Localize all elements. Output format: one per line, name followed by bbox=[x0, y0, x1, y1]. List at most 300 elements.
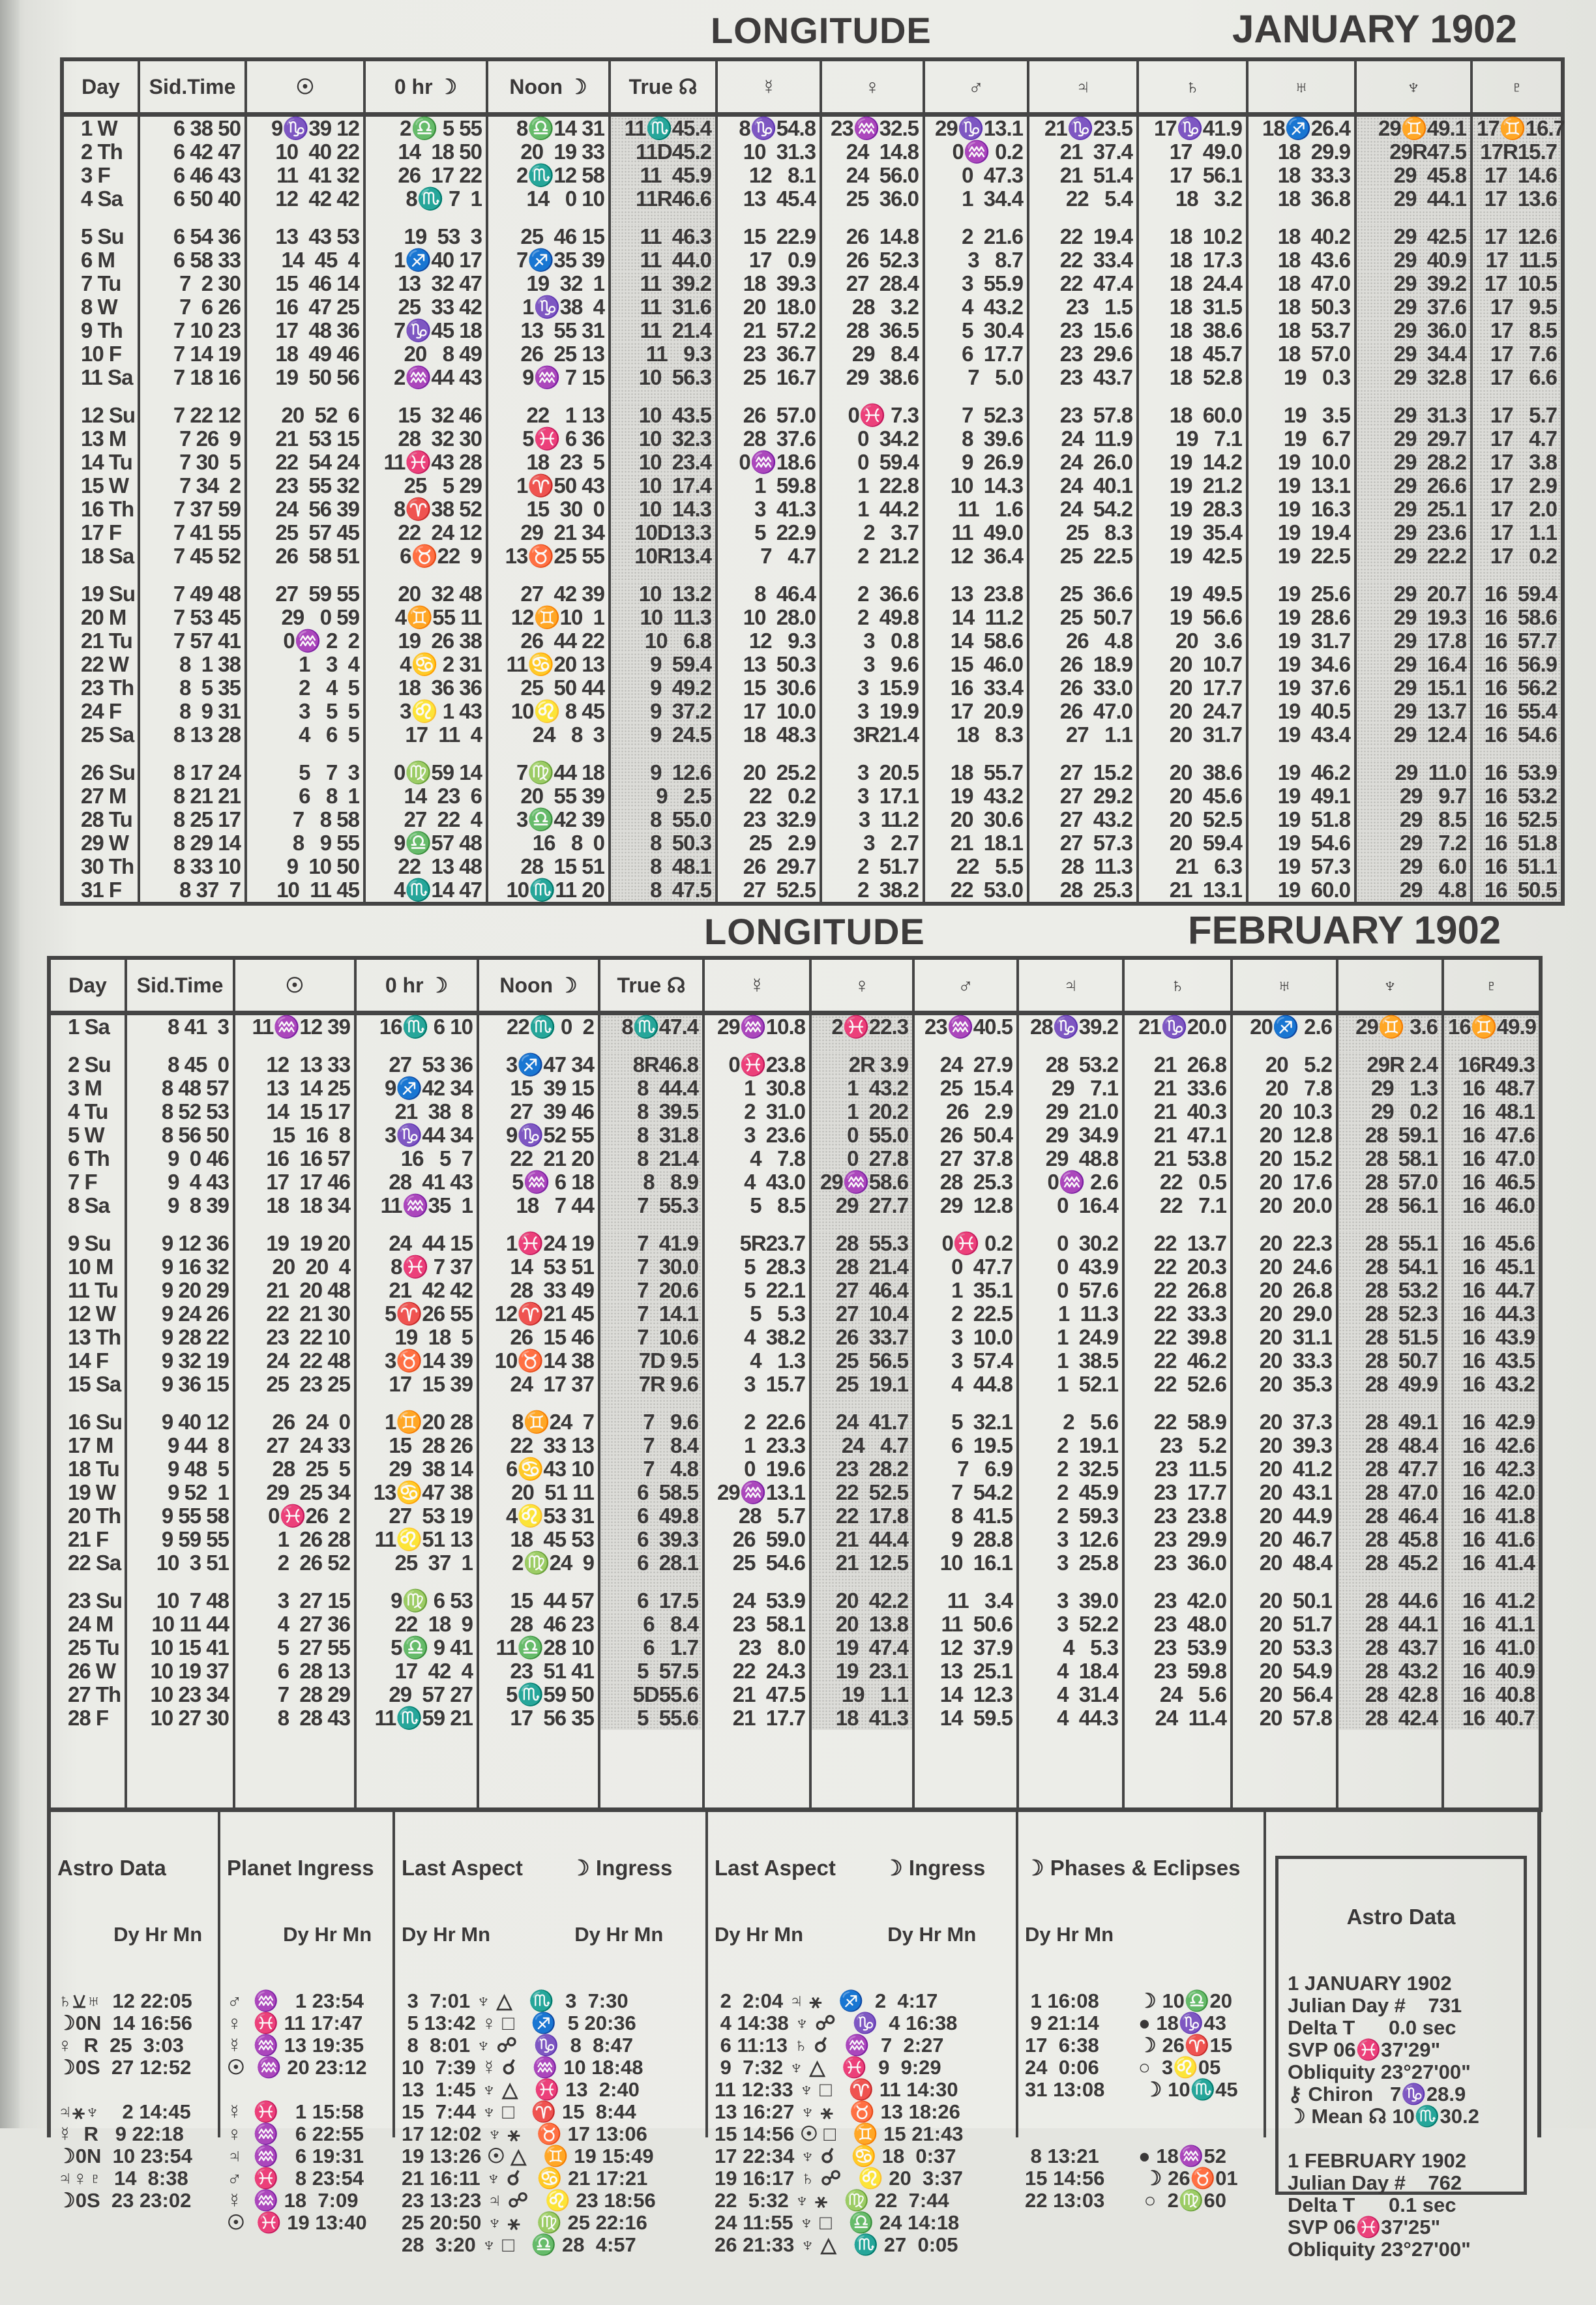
value-cell: 16 56.9 bbox=[1471, 653, 1563, 676]
table-row bbox=[62, 582, 1563, 606]
value-cell: 19 19 20 bbox=[234, 1232, 355, 1255]
value-cell: 21 17.7 bbox=[703, 1706, 810, 1730]
data-line: ♂ ♒ 1 23:54 bbox=[227, 1989, 364, 2012]
value-cell: 3 23.6 bbox=[703, 1123, 810, 1147]
data-line: ☽0N 10 23:54 bbox=[57, 2145, 193, 2167]
value-cell: 8♑54.8 bbox=[717, 115, 821, 141]
separator-cell bbox=[234, 1575, 355, 1589]
value-cell: 3 2.7 bbox=[821, 831, 924, 855]
table-row bbox=[49, 1053, 1541, 1077]
value-cell: 24 8 3 bbox=[487, 723, 610, 747]
separator-cell bbox=[139, 747, 246, 761]
table-row bbox=[62, 140, 1563, 164]
data-line: ☿ R 9 22:18 bbox=[57, 2122, 184, 2145]
value-cell: 12 9.3 bbox=[717, 629, 821, 653]
value-cell: 9 24 26 bbox=[126, 1302, 234, 1326]
table-row bbox=[49, 1481, 1541, 1504]
data-line: Obliquity 23°27'00" bbox=[1288, 2238, 1471, 2261]
value-cell: 28♑39.2 bbox=[1018, 1013, 1123, 1039]
value-cell: 29 38.6 bbox=[821, 366, 924, 389]
value-cell: 29 8.5 bbox=[1355, 808, 1471, 831]
value-cell: 6♉22 9 bbox=[364, 544, 487, 568]
value-cell: 1 24.9 bbox=[1018, 1326, 1123, 1349]
astro-data-summary bbox=[1266, 1811, 1527, 2261]
value-cell: 9 10 50 bbox=[246, 855, 364, 878]
value-cell: 20 10.3 bbox=[1232, 1100, 1337, 1123]
column-header: ♇ bbox=[1443, 958, 1541, 1013]
value-cell: 3 25.8 bbox=[1018, 1551, 1123, 1575]
value-cell: 21 37.4 bbox=[1028, 140, 1138, 164]
value-cell: 1♓24 19 bbox=[478, 1232, 599, 1255]
value-cell: 7 26 9 bbox=[139, 427, 246, 451]
day-cell: 2 Th bbox=[62, 140, 139, 164]
value-cell: 22 19.4 bbox=[1028, 225, 1138, 248]
value-cell: 29 8.4 bbox=[821, 342, 924, 366]
value-cell: 8 50.3 bbox=[610, 831, 717, 855]
data-line: ☉ ♓ 19 13:40 bbox=[227, 2211, 367, 2234]
value-cell: 24 22 48 bbox=[234, 1349, 355, 1373]
value-cell: 20 52.5 bbox=[1138, 808, 1247, 831]
value-cell: 23 29.6 bbox=[1028, 342, 1138, 366]
table-row bbox=[62, 676, 1563, 700]
astro-summary-heading: Astro Data bbox=[1346, 1905, 1456, 1929]
value-cell: 3 55.9 bbox=[924, 272, 1028, 295]
value-cell: 28 47.0 bbox=[1337, 1481, 1443, 1504]
value-cell: 16 42.3 bbox=[1443, 1457, 1541, 1481]
table-row bbox=[62, 474, 1563, 498]
value-cell: 7 10.6 bbox=[599, 1326, 703, 1349]
value-cell: 11 45.9 bbox=[610, 164, 717, 187]
data-line: 13 1:45 ♆ △ ♓ 13 2:40 bbox=[402, 2078, 640, 2101]
value-cell: 12 13 33 bbox=[234, 1053, 355, 1077]
value-cell: 16 16 57 bbox=[234, 1147, 355, 1170]
value-cell: 29 17.8 bbox=[1355, 629, 1471, 653]
value-cell: 21 12.5 bbox=[810, 1551, 913, 1575]
separator-cell bbox=[610, 568, 717, 582]
value-cell: 22 21 30 bbox=[234, 1302, 355, 1326]
value-cell: 16 46.5 bbox=[1443, 1170, 1541, 1194]
separator-cell bbox=[1247, 211, 1355, 225]
data-line: 28 3:20 ♆ □ ♎ 28 4:57 bbox=[402, 2233, 636, 2256]
data-line: 4 14:38 ♆ ☍ ♑ 4 16:38 bbox=[715, 2012, 958, 2034]
value-cell: 22 18 9 bbox=[355, 1613, 478, 1636]
value-cell: 18 60.0 bbox=[1138, 404, 1247, 427]
separator-cell bbox=[1443, 1575, 1541, 1589]
separator-cell bbox=[1123, 1575, 1232, 1589]
value-cell: 9 12 36 bbox=[126, 1232, 234, 1255]
value-cell: 21 44.4 bbox=[810, 1528, 913, 1551]
value-cell: 9 0 46 bbox=[126, 1147, 234, 1170]
value-cell: 10 7 48 bbox=[126, 1589, 234, 1613]
value-cell: 7 2 30 bbox=[139, 272, 246, 295]
value-cell: 10 16.1 bbox=[913, 1551, 1018, 1575]
empty-cell bbox=[913, 1730, 1018, 1810]
value-cell: 12 42 42 bbox=[246, 187, 364, 211]
value-cell: 29 21.0 bbox=[1018, 1100, 1123, 1123]
separator-cell bbox=[703, 1039, 810, 1053]
value-cell: 20 17.7 bbox=[1138, 676, 1247, 700]
value-cell: 20 15.2 bbox=[1232, 1147, 1337, 1170]
column-header: ♅ bbox=[1232, 958, 1337, 1013]
value-cell: 20 50.1 bbox=[1232, 1589, 1337, 1613]
data-line: Delta T 0.1 sec bbox=[1288, 2193, 1456, 2216]
separator-cell bbox=[924, 568, 1028, 582]
data-line: Obliquity 23°27'00" bbox=[1288, 2060, 1471, 2083]
table-row bbox=[49, 1326, 1541, 1349]
january-rows bbox=[62, 115, 1563, 904]
data-line: 2 2:04 ♃ ⚹ ♐ 2 4:17 bbox=[715, 1989, 938, 2012]
value-cell: 8♏ 7 1 bbox=[364, 187, 487, 211]
value-cell: 1 35.1 bbox=[913, 1279, 1018, 1302]
table-row bbox=[49, 1147, 1541, 1170]
data-line bbox=[57, 2079, 211, 2101]
data-line: ♃♀♇ 14 8:38 bbox=[57, 2167, 188, 2190]
value-cell: 27 29.2 bbox=[1028, 784, 1138, 808]
value-cell: 3 9.6 bbox=[821, 653, 924, 676]
value-cell: 18 23 5 bbox=[487, 451, 610, 474]
value-cell: 2♏12 58 bbox=[487, 164, 610, 187]
value-cell: 23 36.7 bbox=[717, 342, 821, 366]
data-line: 19 16:17 ♄ ☍ ♌ 20 3:37 bbox=[715, 2167, 964, 2190]
value-cell: 20 48.4 bbox=[1232, 1551, 1337, 1575]
table-row bbox=[62, 427, 1563, 451]
value-cell: 21 6.3 bbox=[1138, 855, 1247, 878]
value-cell: 17 0.2 bbox=[1471, 544, 1563, 568]
value-cell: 23♒40.5 bbox=[913, 1013, 1018, 1039]
column-header: ♅ bbox=[1247, 59, 1355, 115]
value-cell: 8 28 43 bbox=[234, 1706, 355, 1730]
separator-cell bbox=[821, 568, 924, 582]
value-cell: 29 21 34 bbox=[487, 521, 610, 544]
data-line: ♂ ♓ 8 23:54 bbox=[227, 2167, 364, 2190]
value-cell: 24 41.7 bbox=[810, 1410, 913, 1434]
empty-cell bbox=[1232, 1730, 1337, 1810]
value-cell: 3 19.9 bbox=[821, 700, 924, 723]
value-cell: 1♐40 17 bbox=[364, 248, 487, 272]
value-cell: 7R 9.6 bbox=[599, 1373, 703, 1396]
day-cell: 24 F bbox=[62, 700, 139, 723]
value-cell: 8 37 7 bbox=[139, 878, 246, 904]
value-cell: 20 24.6 bbox=[1232, 1255, 1337, 1279]
day-cell: 27 M bbox=[62, 784, 139, 808]
value-cell: 29 28.2 bbox=[1355, 451, 1471, 474]
value-cell: 29 39.2 bbox=[1355, 272, 1471, 295]
value-cell: 22 24.3 bbox=[703, 1659, 810, 1683]
value-cell: 2 21.2 bbox=[821, 544, 924, 568]
value-cell: 10 11 44 bbox=[126, 1613, 234, 1636]
value-cell: 20 33.3 bbox=[1232, 1349, 1337, 1373]
value-cell: 16 59.4 bbox=[1471, 582, 1563, 606]
column-header: ☿ bbox=[717, 59, 821, 115]
separator-cell bbox=[913, 1217, 1018, 1232]
value-cell: 6 58.5 bbox=[599, 1481, 703, 1504]
value-cell: 29 22.2 bbox=[1355, 544, 1471, 568]
value-cell: 18 48.3 bbox=[717, 723, 821, 747]
value-cell: 11♋20 13 bbox=[487, 653, 610, 676]
empty-cell bbox=[1018, 1730, 1123, 1810]
week-separator bbox=[62, 389, 1563, 404]
value-cell: 11 39.2 bbox=[610, 272, 717, 295]
value-cell: 22 0.5 bbox=[1123, 1170, 1232, 1194]
value-cell: 8 55.0 bbox=[610, 808, 717, 831]
value-cell: 18 18 34 bbox=[234, 1194, 355, 1217]
value-cell: 26 17 22 bbox=[364, 164, 487, 187]
value-cell: 17 3.8 bbox=[1471, 451, 1563, 474]
value-cell: 21 57.2 bbox=[717, 319, 821, 342]
value-cell: 15 22.9 bbox=[717, 225, 821, 248]
data-line: 22 13:03 ○ 2♍60 bbox=[1025, 2189, 1226, 2212]
value-cell: 29 16.4 bbox=[1355, 653, 1471, 676]
data-line: ♀ R 25 3:03 bbox=[57, 2034, 184, 2057]
value-cell: 17♊16.7 bbox=[1471, 115, 1563, 141]
value-cell: 29R47.5 bbox=[1355, 140, 1471, 164]
column-header: Noon ☽ bbox=[478, 958, 599, 1013]
value-cell: 7 37 59 bbox=[139, 498, 246, 521]
value-cell: 17 48 36 bbox=[246, 319, 364, 342]
table-row bbox=[62, 295, 1563, 319]
empty-cell bbox=[126, 1730, 234, 1810]
value-cell: 8 25 17 bbox=[139, 808, 246, 831]
phases-lines bbox=[1025, 1990, 1257, 2212]
day-cell: 8 W bbox=[62, 295, 139, 319]
value-cell: 12 36.4 bbox=[924, 544, 1028, 568]
value-cell: 29♒58.6 bbox=[810, 1170, 913, 1194]
value-cell: 25 19.1 bbox=[810, 1373, 913, 1396]
value-cell: 28 58.1 bbox=[1337, 1147, 1443, 1170]
table-row bbox=[62, 784, 1563, 808]
day-cell: 1 Sa bbox=[49, 1013, 126, 1039]
value-cell: 1 52.1 bbox=[1018, 1373, 1123, 1396]
separator-cell bbox=[364, 568, 487, 582]
value-cell: 29 12.4 bbox=[1355, 723, 1471, 747]
separator-cell bbox=[1018, 1575, 1123, 1589]
value-cell: 19 21.2 bbox=[1138, 474, 1247, 498]
value-cell: 7 30.0 bbox=[599, 1255, 703, 1279]
value-cell: 18 45.7 bbox=[1138, 342, 1247, 366]
value-cell: 16♊49.9 bbox=[1443, 1013, 1541, 1039]
value-cell: 15 32 46 bbox=[364, 404, 487, 427]
value-cell: 16 48.1 bbox=[1443, 1100, 1541, 1123]
value-cell: 25 36.6 bbox=[1028, 582, 1138, 606]
value-cell: 17 13.6 bbox=[1471, 187, 1563, 211]
value-cell: 29 44.1 bbox=[1355, 187, 1471, 211]
value-cell: 20 26.8 bbox=[1232, 1279, 1337, 1302]
table-row bbox=[62, 115, 1563, 141]
value-cell: 19 28.3 bbox=[1138, 498, 1247, 521]
value-cell: 16 52.5 bbox=[1471, 808, 1563, 831]
value-cell: 6 38 50 bbox=[139, 115, 246, 141]
separator-cell bbox=[913, 1396, 1018, 1410]
value-cell: 6 49.8 bbox=[599, 1504, 703, 1528]
value-cell: 17 4.7 bbox=[1471, 427, 1563, 451]
value-cell: 7 10 23 bbox=[139, 319, 246, 342]
value-cell: 3 20.5 bbox=[821, 761, 924, 784]
value-cell: 26 25 13 bbox=[487, 342, 610, 366]
separator-cell bbox=[355, 1575, 478, 1589]
value-cell: 4 44.8 bbox=[913, 1373, 1018, 1396]
value-cell: 17 2.0 bbox=[1471, 498, 1563, 521]
separator-cell bbox=[1337, 1396, 1443, 1410]
value-cell: 17R15.7 bbox=[1471, 140, 1563, 164]
value-cell: 1 43.2 bbox=[810, 1077, 913, 1100]
value-cell: 29 42.5 bbox=[1355, 225, 1471, 248]
column-header: 0 hr ☽ bbox=[355, 958, 478, 1013]
data-line: 1 16:08 ☽ 10♎20 bbox=[1025, 1989, 1233, 2012]
data-line: Julian Day # 762 bbox=[1288, 2171, 1462, 2194]
value-cell: 29 1.3 bbox=[1337, 1077, 1443, 1100]
value-cell: 16 42.0 bbox=[1443, 1481, 1541, 1504]
separator-cell bbox=[1443, 1217, 1541, 1232]
value-cell: 8 52 53 bbox=[126, 1100, 234, 1123]
value-cell: 7 8.4 bbox=[599, 1434, 703, 1457]
value-cell: 16 43.9 bbox=[1443, 1326, 1541, 1349]
value-cell: 10♉14 38 bbox=[478, 1349, 599, 1373]
separator-cell bbox=[610, 389, 717, 404]
value-cell: 8 9 55 bbox=[246, 831, 364, 855]
value-cell: 17 17 46 bbox=[234, 1170, 355, 1194]
value-cell: 18 29.9 bbox=[1247, 140, 1355, 164]
day-cell: 7 F bbox=[49, 1170, 126, 1194]
day-cell: 26 Su bbox=[62, 761, 139, 784]
value-cell: 22 17.8 bbox=[810, 1504, 913, 1528]
value-cell: 23 1.5 bbox=[1028, 295, 1138, 319]
separator-cell bbox=[234, 1396, 355, 1410]
value-cell: 8 31.8 bbox=[599, 1123, 703, 1147]
value-cell: 22 20.3 bbox=[1123, 1255, 1232, 1279]
column-header: Sid.Time bbox=[139, 59, 246, 115]
value-cell: 9 28.8 bbox=[913, 1528, 1018, 1551]
value-cell: 29 45.8 bbox=[1355, 164, 1471, 187]
value-cell: 17 2.9 bbox=[1471, 474, 1563, 498]
value-cell: 2 31.0 bbox=[703, 1100, 810, 1123]
data-line: 10 7:39 ☿ ☌ ♒ 10 18:48 bbox=[402, 2056, 643, 2079]
value-cell: 8♏47.4 bbox=[599, 1013, 703, 1039]
table-row bbox=[62, 225, 1563, 248]
day-cell: 1 W bbox=[62, 115, 139, 141]
separator-cell bbox=[1247, 389, 1355, 404]
separator-cell bbox=[717, 747, 821, 761]
value-cell: 20 57.8 bbox=[1232, 1706, 1337, 1730]
value-cell: 2 59.3 bbox=[1018, 1504, 1123, 1528]
value-cell: 16 40.9 bbox=[1443, 1659, 1541, 1683]
value-cell: 23 23.8 bbox=[1123, 1504, 1232, 1528]
data-line: 11 12:33 ♆ □ ♈ 11 14:30 bbox=[715, 2078, 958, 2101]
separator-cell bbox=[717, 211, 821, 225]
value-cell: 28 46.4 bbox=[1337, 1504, 1443, 1528]
separator-cell bbox=[924, 747, 1028, 761]
table-row bbox=[62, 878, 1563, 904]
value-cell: 10 27 30 bbox=[126, 1706, 234, 1730]
column-header: ♂ bbox=[924, 59, 1028, 115]
table-row bbox=[49, 1373, 1541, 1396]
january-longitude-table bbox=[60, 57, 1565, 906]
data-line: 1 JANUARY 1902 bbox=[1288, 1972, 1452, 1995]
value-cell: 15 46.0 bbox=[924, 653, 1028, 676]
value-cell: 2♍24 9 bbox=[478, 1551, 599, 1575]
value-cell: 2 45.9 bbox=[1018, 1481, 1123, 1504]
separator-cell bbox=[924, 211, 1028, 225]
value-cell: 16 51.1 bbox=[1471, 855, 1563, 878]
value-cell: 12 37.9 bbox=[913, 1636, 1018, 1659]
value-cell: 20 8 49 bbox=[364, 342, 487, 366]
separator-cell bbox=[610, 211, 717, 225]
separator-cell bbox=[139, 389, 246, 404]
separator-cell bbox=[717, 389, 821, 404]
separator-cell bbox=[810, 1396, 913, 1410]
value-cell: 10 14.3 bbox=[610, 498, 717, 521]
value-cell: 10 31.3 bbox=[717, 140, 821, 164]
separator-cell bbox=[246, 211, 364, 225]
day-cell: 29 W bbox=[62, 831, 139, 855]
table-row bbox=[49, 1013, 1541, 1039]
value-cell: 4♊55 11 bbox=[364, 606, 487, 629]
table-row bbox=[49, 1255, 1541, 1279]
value-cell: 19 51.8 bbox=[1247, 808, 1355, 831]
day-cell: 17 M bbox=[49, 1434, 126, 1457]
data-line: Delta T 0.0 sec bbox=[1288, 2016, 1456, 2039]
value-cell: 16 40.8 bbox=[1443, 1683, 1541, 1706]
value-cell: 22 13 48 bbox=[364, 855, 487, 878]
separator-cell bbox=[355, 1039, 478, 1053]
value-cell: 3 0.8 bbox=[821, 629, 924, 653]
value-cell: 20 53.3 bbox=[1232, 1636, 1337, 1659]
value-cell: 2♓22.3 bbox=[810, 1013, 913, 1039]
value-cell: 24 40.1 bbox=[1028, 474, 1138, 498]
value-cell: 16 41.6 bbox=[1443, 1528, 1541, 1551]
value-cell: 0 16.4 bbox=[1018, 1194, 1123, 1217]
value-cell: 10 56.3 bbox=[610, 366, 717, 389]
value-cell: 8 39.5 bbox=[599, 1100, 703, 1123]
january-header-row bbox=[62, 59, 1563, 115]
data-line: ⚷ Chiron 7♑28.9 bbox=[1288, 2083, 1466, 2105]
separator-cell bbox=[355, 1217, 478, 1232]
value-cell: 28 59.1 bbox=[1337, 1123, 1443, 1147]
value-cell: 16 45.6 bbox=[1443, 1232, 1541, 1255]
separator-cell bbox=[1232, 1575, 1337, 1589]
value-cell: 4♋ 2 31 bbox=[364, 653, 487, 676]
value-cell: 24 53.9 bbox=[703, 1589, 810, 1613]
value-cell: 10 32.3 bbox=[610, 427, 717, 451]
value-cell: 10 3 51 bbox=[126, 1551, 234, 1575]
value-cell: 19 14.2 bbox=[1138, 451, 1247, 474]
astro-data-events bbox=[51, 1811, 220, 2212]
value-cell: 10 23.4 bbox=[610, 451, 717, 474]
empty-rows bbox=[49, 1730, 1541, 1810]
value-cell: 19 49.5 bbox=[1138, 582, 1247, 606]
value-cell: 0♒ 2.6 bbox=[1018, 1170, 1123, 1194]
value-cell: 23 53.9 bbox=[1123, 1636, 1232, 1659]
value-cell: 17 10.0 bbox=[717, 700, 821, 723]
separator-cell bbox=[810, 1575, 913, 1589]
value-cell: 23 58.1 bbox=[703, 1613, 810, 1636]
value-cell: 9 2.5 bbox=[610, 784, 717, 808]
value-cell: 28 42.8 bbox=[1337, 1683, 1443, 1706]
table-row bbox=[62, 653, 1563, 676]
value-cell: 11 31.6 bbox=[610, 295, 717, 319]
value-cell: 25 15.4 bbox=[913, 1077, 1018, 1100]
separator-cell bbox=[1123, 1039, 1232, 1053]
value-cell: 4 18.4 bbox=[1018, 1659, 1123, 1683]
value-cell: 19 43.2 bbox=[924, 784, 1028, 808]
value-cell: 28 3.2 bbox=[821, 295, 924, 319]
value-cell: 7 9.6 bbox=[599, 1410, 703, 1434]
value-cell: 0 47.3 bbox=[924, 164, 1028, 187]
value-cell: 26 50.4 bbox=[913, 1123, 1018, 1147]
last-aspect-heading-feb: Last Aspect ☽ Ingress bbox=[715, 1856, 986, 1880]
value-cell: 5 5.3 bbox=[703, 1302, 810, 1326]
data-line: 5 13:42 ♀ □ ♐ 5 20:36 bbox=[402, 2012, 636, 2034]
data-line bbox=[1288, 2128, 1515, 2150]
